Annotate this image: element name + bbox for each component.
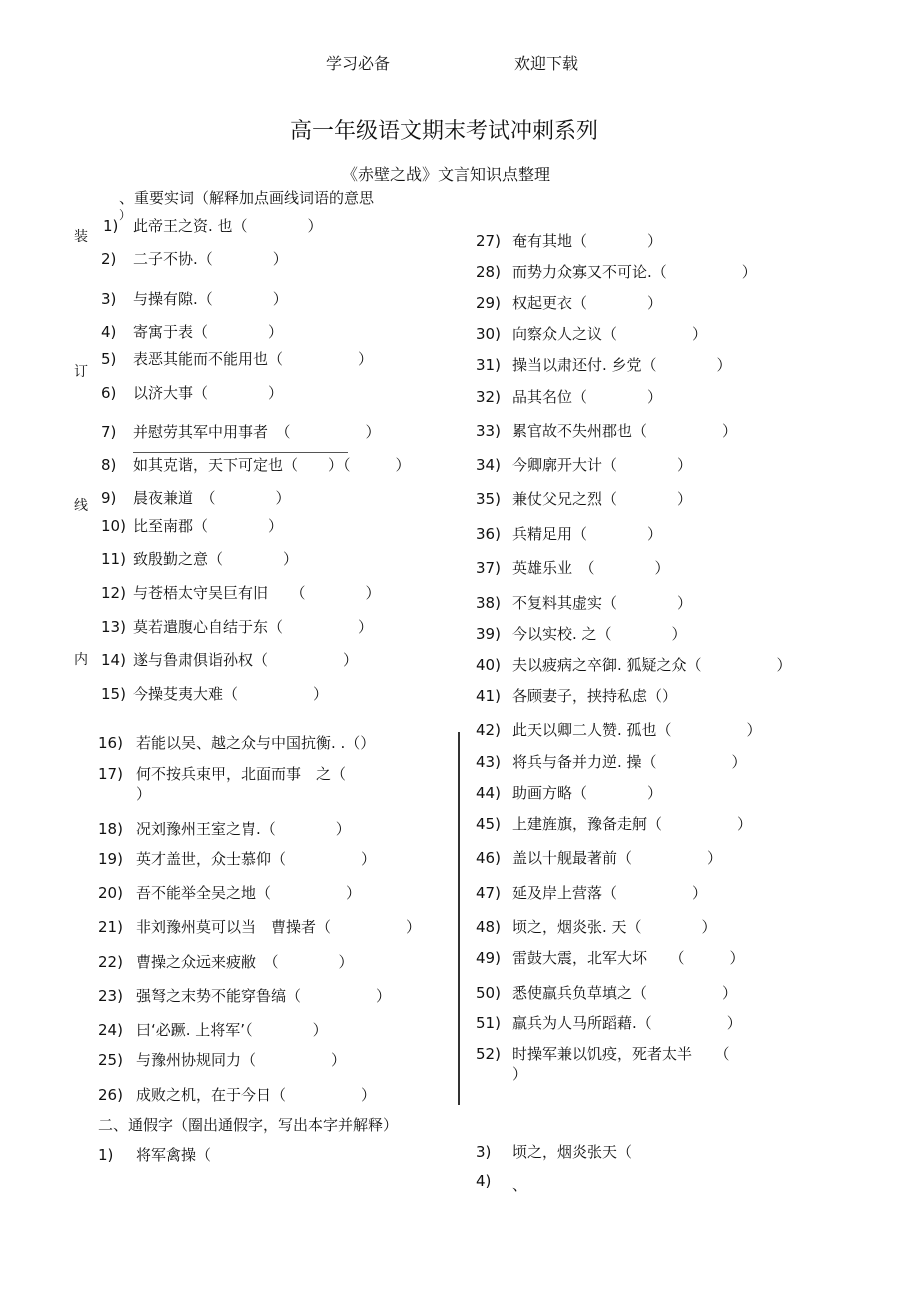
item-number: 6)	[101, 384, 117, 402]
item-number: 52)	[476, 1045, 501, 1063]
item-number: 4)	[476, 1172, 492, 1190]
item-text: 品其名位（ ）	[512, 388, 663, 406]
item-text: 并慰劳其军中用事者 （ ）	[133, 423, 381, 441]
underline-rule	[133, 452, 348, 453]
item-number: 38)	[476, 594, 501, 612]
item-number: 14)	[101, 651, 126, 669]
item-text: 与苍梧太守吴巨有旧 （ ）	[133, 584, 381, 602]
item-text: 羸兵为人马所蹈藉.（ ）	[512, 1014, 742, 1032]
item-number: 24)	[98, 1021, 123, 1039]
item-number: 8)	[101, 456, 117, 474]
item-number: 20)	[98, 884, 123, 902]
item-number: 19)	[98, 850, 123, 868]
item-text: 如其克谐，天下可定也（ ）（ ）	[133, 456, 411, 474]
item-number: 40)	[476, 656, 501, 674]
item-number: 41)	[476, 687, 501, 705]
item-number: 48)	[476, 918, 501, 936]
item-number: 4)	[101, 323, 117, 341]
item-number: 27)	[476, 232, 501, 250]
item-number: 30)	[476, 325, 501, 343]
item-text: 向察众人之议（ ）	[512, 325, 708, 343]
item-text: 兵精足用（ ）	[512, 525, 663, 543]
item-number: 44)	[476, 784, 501, 802]
item-number: 3)	[101, 290, 117, 308]
section-heading: 、重要实词（解释加点画线词语的意思	[119, 189, 375, 207]
item-number: 10)	[101, 517, 126, 535]
item-text: 将兵与备并力逆. 操（ ）	[512, 753, 747, 771]
item-text-tail: ）	[136, 785, 152, 803]
item-number: 21)	[98, 918, 123, 936]
item-number: 13)	[101, 618, 126, 636]
item-text: 致殷勤之意（ ）	[133, 550, 299, 568]
item-text: 遂与鲁肃俱诣孙权（ ）	[133, 651, 359, 669]
section2-heading: 二、通假字（圈出通假字，写出本字并解释）	[98, 1116, 399, 1134]
binding-mark: 装	[74, 229, 88, 245]
item-text: 悉使羸兵负草填之（ ）	[512, 984, 738, 1002]
item-number: 32)	[476, 388, 501, 406]
item-text: 强弩之末势不能穿鲁缟（ ）	[136, 987, 392, 1005]
item-number: 16)	[98, 734, 123, 752]
item-text: 与豫州协规同力（ ）	[136, 1051, 347, 1069]
item-number: 31)	[476, 356, 501, 374]
item-text: 兼仗父兄之烈（ ）	[512, 490, 693, 508]
item-text: 与操有隙.（ ）	[133, 290, 288, 308]
item-number: 34)	[476, 456, 501, 474]
item-text: 操当以肃还付. 乡党（ ）	[512, 356, 732, 374]
item-text: 权起更衣（ ）	[512, 294, 663, 312]
item-text: 曹操之众远来疲敝 （ ）	[136, 953, 354, 971]
item-number: 9)	[101, 489, 117, 507]
item-text: 时操军兼以饥疫，死者太半 （	[512, 1045, 730, 1063]
item-text: 顷之，烟炎张. 天（ ）	[512, 918, 717, 936]
item-number: 49)	[476, 949, 501, 967]
item-text: 、	[512, 1176, 528, 1194]
header-right: 欢迎下载	[514, 54, 579, 73]
binding-mark: 内	[74, 652, 88, 668]
item-text: 各顾妻子，挟持私虑（）	[512, 687, 678, 705]
column-divider	[458, 732, 460, 1105]
item-number: 46)	[476, 849, 501, 867]
item-number: 36)	[476, 525, 501, 543]
header-left: 学习必备	[326, 54, 391, 73]
item-text: 比至南郡（ ）	[133, 517, 284, 535]
item-text: 况刘豫州王室之胄.（ ）	[136, 820, 351, 838]
item-text: 以济大事（ ）	[133, 384, 284, 402]
item-number: 23)	[98, 987, 123, 1005]
item-number: 43)	[476, 753, 501, 771]
item-number: 12)	[101, 584, 126, 602]
item-text: 此帝王之资. 也（ ）	[133, 217, 323, 235]
item-text: 此天以卿二人赞. 孤也（ ）	[512, 721, 762, 739]
item-text: 顷之，烟炎张天（	[512, 1143, 633, 1161]
item-number: 26)	[98, 1086, 123, 1104]
item-number: 28)	[476, 263, 501, 281]
item-number: 17)	[98, 765, 123, 783]
item-number: 50)	[476, 984, 501, 1002]
item-number: 39)	[476, 625, 501, 643]
item-number: 29)	[476, 294, 501, 312]
page-title: 高一年级语文期末考试冲刺系列	[290, 119, 599, 144]
item-text: 上建旌旗，豫备走舸（ ）	[512, 815, 753, 833]
binding-mark: 订	[74, 364, 88, 380]
item-number: 22)	[98, 953, 123, 971]
item-number: 42)	[476, 721, 501, 739]
item-text: 莫若遣腹心自结于东（ ）	[133, 618, 374, 636]
item-number: 18)	[98, 820, 123, 838]
item-text: 晨夜兼道 （ ）	[133, 489, 291, 507]
item-text: 英雄乐业 （ ）	[512, 559, 670, 577]
item-text: 今操芟夷大难（ ）	[133, 685, 329, 703]
item-number: 51)	[476, 1014, 501, 1032]
binding-mark: 线	[74, 498, 88, 514]
item-number: 3)	[476, 1143, 492, 1161]
item-text: 成败之机，在于今日（ ）	[136, 1086, 377, 1104]
item-number: 1)	[98, 1146, 114, 1164]
item-number: 47)	[476, 884, 501, 902]
item-text: 不复料其虚实（ ）	[512, 594, 693, 612]
item-text: 夫以疲病之卒御. 狐疑之众（ ）	[512, 656, 792, 674]
item-number: 35)	[476, 490, 501, 508]
item-text: 累官故不失州郡也（ ）	[512, 422, 738, 440]
item-number: 33)	[476, 422, 501, 440]
item-text: 英才盖世，众士慕仰（ ）	[136, 850, 377, 868]
item-text: 盖以十舰最著前（ ）	[512, 849, 723, 867]
item-text: 寄寓于表（ ）	[133, 323, 284, 341]
item-number: 37)	[476, 559, 501, 577]
item-text: 曰‘必蹶. 上将军’（ ）	[136, 1021, 328, 1039]
item-text: 奄有其地（ ）	[512, 232, 663, 250]
item-number: 25)	[98, 1051, 123, 1069]
item-text: 今卿廓开大计（ ）	[512, 456, 693, 474]
item-text: 非刘豫州莫可以当 曹操者（ ）	[136, 918, 422, 936]
item-number: 7)	[101, 423, 117, 441]
item-text-tail: ）	[512, 1065, 528, 1083]
item-text: 何不按兵束甲，北面而事 之（	[136, 765, 347, 783]
item-text: 而势力众寡又不可论.（ ）	[512, 263, 757, 281]
item-text: 将军禽操（	[136, 1146, 212, 1164]
item-number: 5)	[101, 350, 117, 368]
item-text: 若能以吴、越之众与中国抗衡. .（）	[136, 734, 376, 752]
item-text: 表恶其能而不能用也（ ）	[133, 350, 374, 368]
item-text: 雷鼓大震，北军大坏 （ ）	[512, 949, 745, 967]
item-number: 11)	[101, 550, 126, 568]
item-text: 延及岸上营落（ ）	[512, 884, 708, 902]
section-heading-tail: ）	[119, 208, 132, 222]
item-number: 1)	[103, 217, 119, 235]
item-text: 二子不协.（ ）	[133, 250, 288, 268]
item-number: 2)	[101, 250, 117, 268]
item-text: 今以实校. 之（ ）	[512, 625, 687, 643]
item-number: 15)	[101, 685, 126, 703]
item-text: 助画方略（ ）	[512, 784, 663, 802]
item-number: 45)	[476, 815, 501, 833]
page-subtitle: 《赤壁之战》文言知识点整理	[342, 165, 551, 184]
item-text: 吾不能举全吴之地（ ）	[136, 884, 362, 902]
